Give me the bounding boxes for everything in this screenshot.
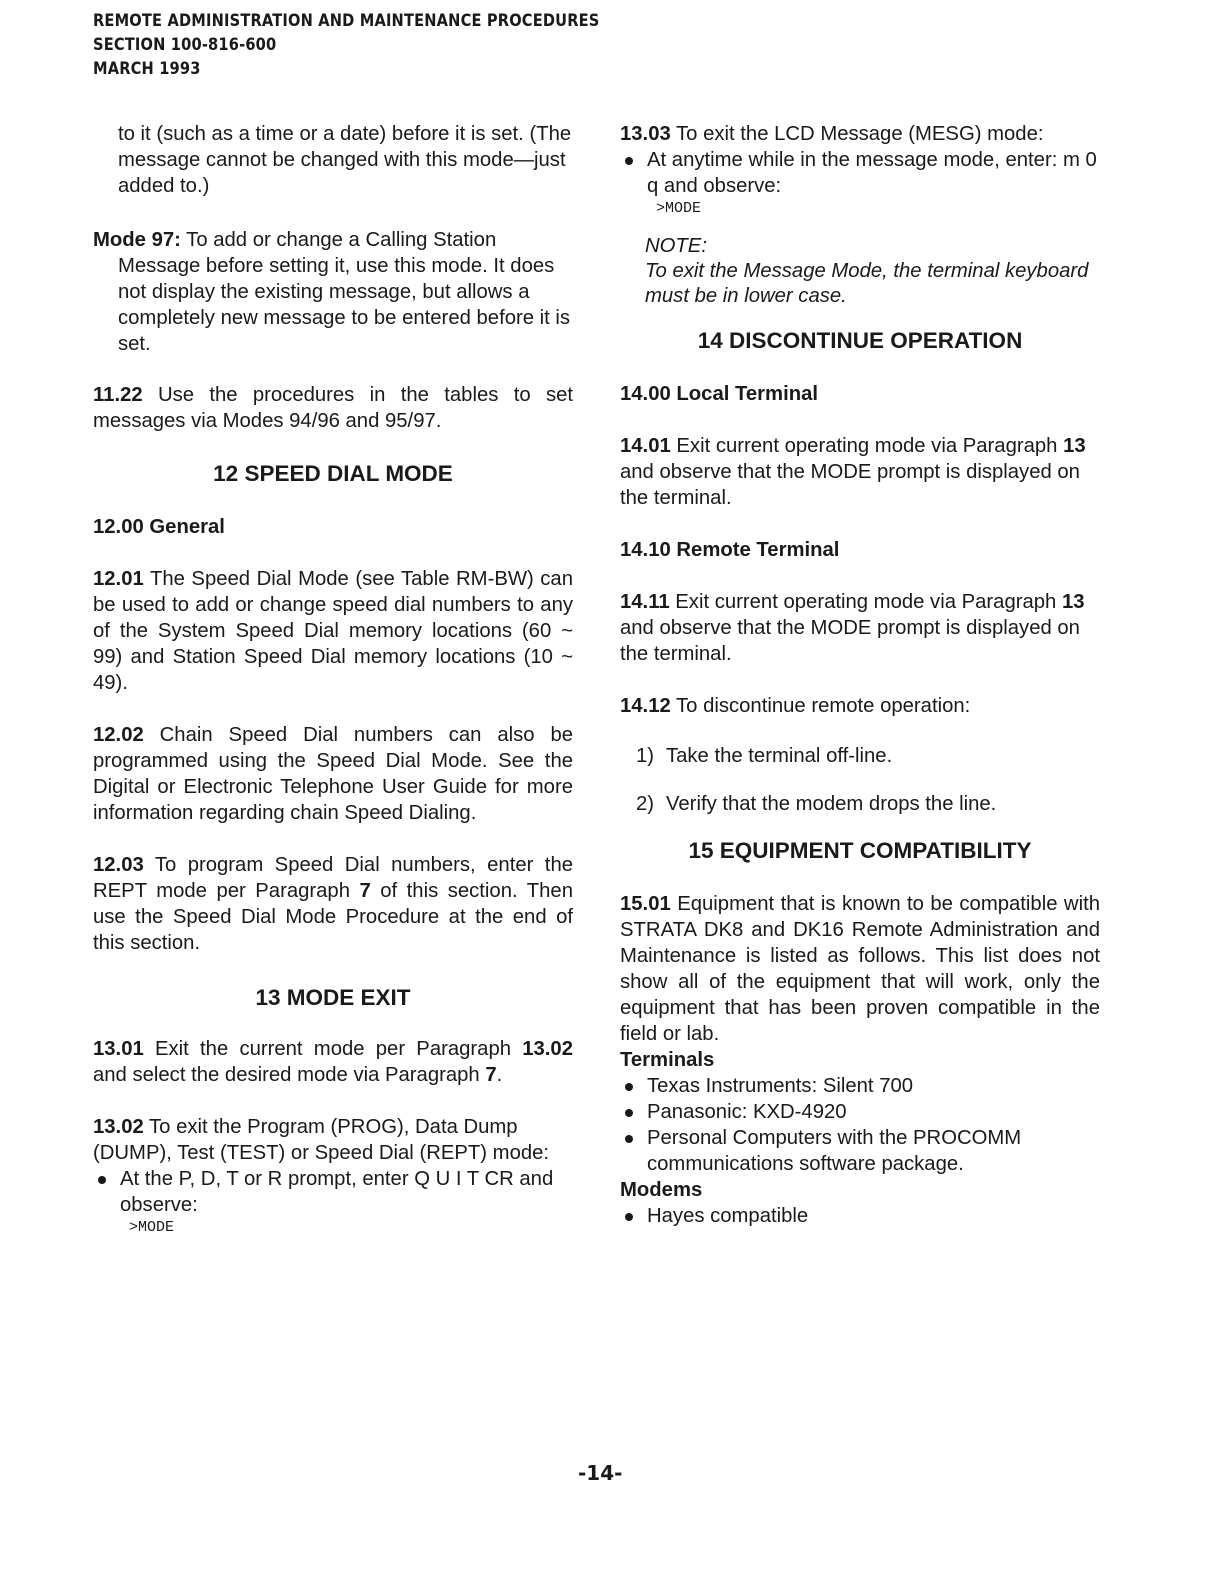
subheading-12-00: 12.00 General	[93, 516, 225, 538]
list-item: Personal Computers with the PROCOMM communications software package.	[620, 1125, 1100, 1177]
step-item	[636, 743, 1100, 769]
paragraph-text: To exit the LCD Message (MESG) mode:	[670, 123, 1044, 145]
paragraph-text: of this section. Then use the Speed Dial Mode Procedure at the end of this section.	[93, 880, 573, 954]
note-block	[620, 233, 1100, 309]
step-text: Take the terminal off-line.	[666, 745, 893, 767]
step-list	[620, 743, 1100, 817]
paragraph-text: .	[496, 1064, 503, 1086]
paragraph-text: To program Speed Dial numbers, enter the REPT mode per Paragraph	[93, 854, 573, 902]
step-number: 1)	[636, 745, 655, 767]
paragraph-number: 12.03	[93, 854, 144, 876]
paragraph-reference: 7	[485, 1064, 497, 1086]
section-heading-12: 12 SPEED DIAL MODE	[213, 461, 453, 486]
section-heading-15: 15 EQUIPMENT COMPATIBILITY	[688, 838, 1032, 863]
terminal-output: >MODE	[656, 200, 702, 217]
paragraph-14-12	[620, 693, 1100, 719]
terminals-list	[620, 1073, 1100, 1177]
paragraph-number: 11.22	[93, 384, 143, 406]
paragraph-14-11	[620, 589, 1100, 667]
paragraph-reference: 13	[1061, 591, 1085, 613]
paragraph-number: 13.01	[93, 1038, 144, 1060]
paragraph-11-22	[93, 382, 573, 434]
paragraph-13-02	[93, 1114, 573, 1166]
paragraph-text: Use the procedures in the tables to set messages via Modes 94/96 and 95/97.	[93, 384, 573, 432]
note-text: To exit the Message Mode, the terminal keyboard must be in lower case.	[645, 260, 1089, 307]
paragraph-text: and observe that the MODE prompt is displayed on the terminal.	[620, 617, 1080, 665]
paragraph-text: Chain Speed Dial numbers can also be programmed using the Speed Dial Mode. See the Digital or Electronic Telephone User Guide for more information regarding chain Speed Dialing.	[93, 724, 573, 824]
paragraph-text: and select the desired mode via Paragraph	[93, 1064, 486, 1086]
right-column	[620, 121, 1100, 1229]
paragraph-number: 14.01	[620, 435, 671, 457]
header-date: MARCH 1993	[93, 59, 201, 79]
step-text: Verify that the modem drops the line.	[666, 793, 997, 815]
paragraph-reference: 13.02	[522, 1038, 573, 1060]
paragraph-12-03	[93, 852, 573, 956]
list-item: At anytime while in the message mode, enter: m 0 q and observe:	[620, 147, 1100, 199]
paragraph-text: Exit current operating mode via Paragraph	[669, 591, 1062, 613]
step-item	[636, 791, 1100, 817]
paragraph-number: 12.02	[93, 724, 144, 746]
list-item: At the P, D, T or R prompt, enter Q U I T CR and observe:	[93, 1166, 573, 1218]
note-label: NOTE:	[645, 235, 707, 257]
terminal-output: >MODE	[129, 1219, 175, 1236]
paragraph-number: 13.03	[620, 123, 671, 145]
modems-list	[620, 1203, 1100, 1229]
paragraph-number: 15.01	[620, 893, 671, 915]
paragraph-text: Equipment that is known to be compatible with STRATA DK8 and DK16 Remote Administration and Maintenance is listed as follows. This list does not show all of the equipment that will work, only the equipment that has been proven compatible in the field or lab.	[620, 893, 1100, 1045]
list-item: Texas Instruments: Silent 700	[620, 1073, 1100, 1099]
paragraph-text: The Speed Dial Mode (see Table RM-BW) can be used to add or change speed dial numbers to any of the System Speed Dial memory locations (60 ~ 99) and Station Speed Dial memory locations (10 ~ 49).	[93, 568, 573, 694]
section-heading-13: 13 MODE EXIT	[255, 985, 411, 1010]
paragraph-reference: 7	[359, 880, 371, 902]
mode-97-label: Mode 97:	[93, 229, 181, 251]
terminals-heading: Terminals	[620, 1049, 715, 1071]
list-item: Panasonic: KXD-4920	[620, 1099, 1100, 1125]
bullet-list	[620, 147, 1100, 199]
paragraph-13-03	[620, 121, 1100, 147]
document-header	[93, 9, 600, 81]
paragraph-text: To exit the Program (PROG), Data Dump (DUMP), Test (TEST) or Speed Dial (REPT) mode:	[93, 1116, 550, 1164]
paragraph-reference: 13	[1063, 435, 1086, 457]
paragraph-number: 14.12	[620, 695, 671, 717]
list-item: Hayes compatible	[620, 1203, 1100, 1229]
paragraph-number: 13.02	[93, 1116, 144, 1138]
subheading-14-00: 14.00 Local Terminal	[620, 383, 819, 405]
step-number: 2)	[636, 793, 655, 815]
paragraph-12-02	[93, 722, 573, 826]
paragraph-14-01	[620, 433, 1100, 511]
paragraph-text: Exit current operating mode via Paragraph	[670, 435, 1064, 457]
paragraph-number: 12.01	[93, 568, 144, 590]
paragraph-number: 14.11	[620, 591, 670, 613]
continued-paragraph: to it (such as a time or a date) before it is set. (The message cannot be changed with this mode—just added to.)	[118, 123, 572, 197]
mode-97-text: To add or change a Calling Station Message before setting it, use this mode. It does not display the existing message, but allows a completely new message to be entered before it is set.	[118, 229, 571, 355]
section-heading-14: 14 DISCONTINUE OPERATION	[697, 328, 1023, 353]
page-number: -14-	[578, 1461, 623, 1485]
paragraph-12-01	[93, 566, 573, 696]
header-section: SECTION 100-816-600	[93, 35, 277, 55]
paragraph-text: and observe that the MODE prompt is displayed on the terminal.	[620, 461, 1080, 509]
paragraph-15-01	[620, 891, 1100, 1047]
paragraph-text: Exit the current mode per Paragraph	[143, 1038, 523, 1060]
header-title: REMOTE ADMINISTRATION AND MAINTENANCE PROCEDURES	[93, 11, 600, 31]
modems-heading: Modems	[620, 1179, 703, 1201]
paragraph-13-01	[93, 1036, 573, 1088]
left-column	[93, 121, 573, 1238]
subheading-14-10: 14.10 Remote Terminal	[620, 539, 840, 561]
mode-97-paragraph	[93, 227, 573, 357]
bullet-list	[93, 1166, 573, 1218]
paragraph-text: To discontinue remote operation:	[670, 695, 971, 717]
